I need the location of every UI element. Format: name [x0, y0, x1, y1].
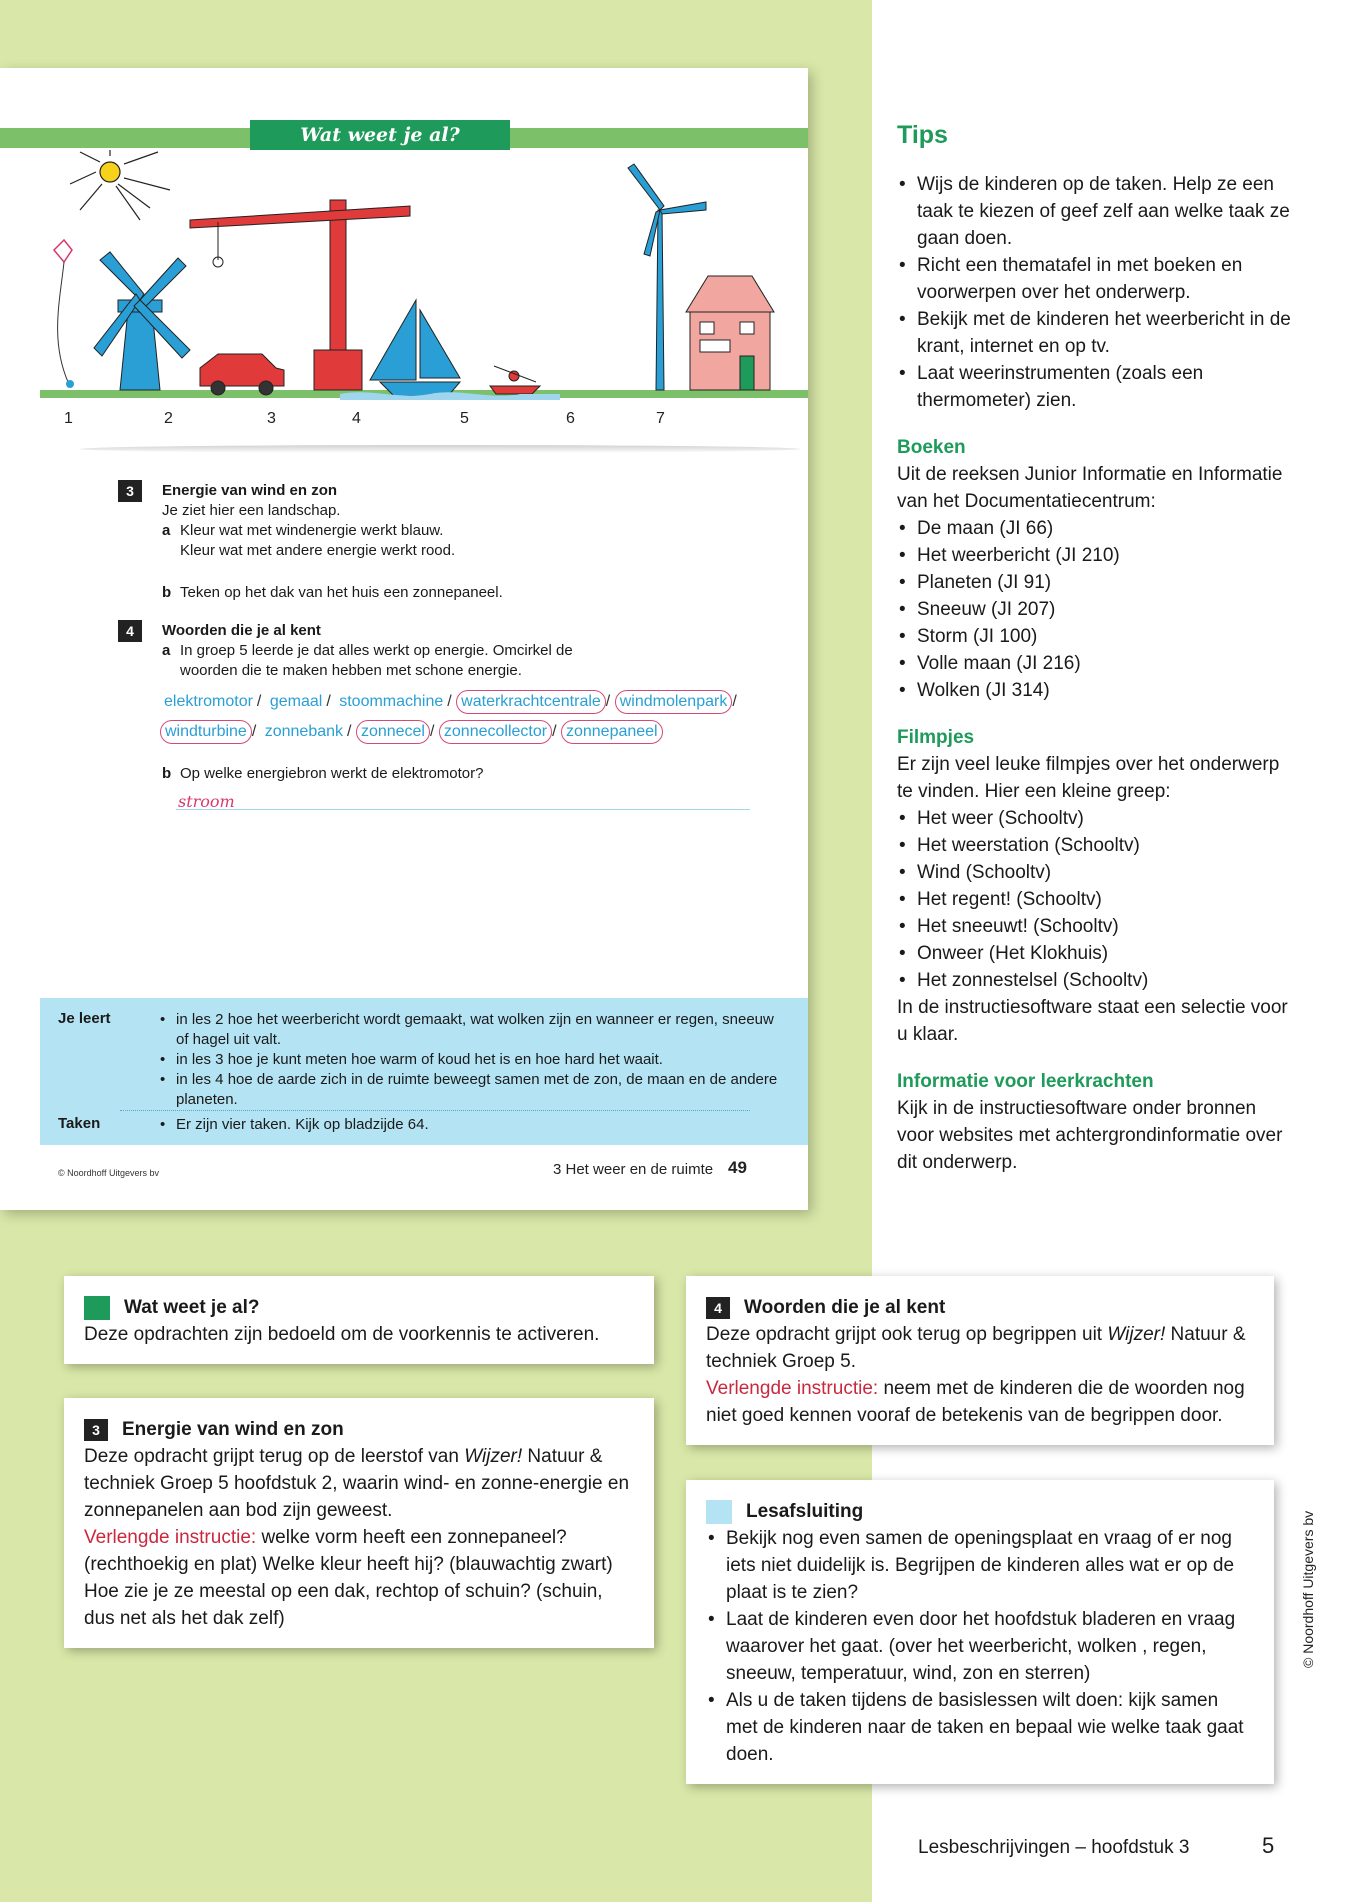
list-item: • Het sneeuwt! (Schooltv)	[897, 913, 1297, 940]
info-divider	[120, 1110, 750, 1111]
exercise-4	[118, 620, 142, 642]
handwritten-answer: stroom	[178, 792, 235, 811]
page-footer: Lesbeschrijvingen – hoofdstuk 3	[918, 1837, 1190, 1858]
taken-list	[160, 1115, 780, 1135]
list-item: • Het weer (Schooltv)	[897, 805, 1297, 832]
illustration-number: 2	[164, 410, 173, 427]
filmpjes-outro: In de instructiesoftware staat een selectie voor u klaar.	[897, 997, 1288, 1045]
illustration-number: 6	[566, 410, 575, 427]
sun-icon	[70, 150, 170, 220]
card-text: Deze opdracht grijpt ook terug op begrippen uit Wijzer! Natuur & techniek Groep 5.	[706, 1324, 1246, 1372]
illustration-number: 7	[656, 410, 665, 427]
card-title: Wat weet je al?	[124, 1297, 260, 1318]
list-item: • Laat weerinstrumenten (zoals een thermometer) zien.	[897, 360, 1297, 414]
question-text: In groep 5 leerde je dat alles werkt op energie. Omcirkel de	[180, 642, 573, 659]
info-leerkrachten-title: Informatie voor leerkrachten	[897, 1071, 1154, 1092]
book-footer-chapter: 3 Het weer en de ruimte	[553, 1161, 714, 1178]
list-item: • Het weerstation (Schooltv)	[897, 832, 1297, 859]
filmpjes-title: Filmpjes	[897, 727, 975, 748]
exercise-number: 4	[706, 1297, 730, 1319]
question-label: a	[162, 522, 171, 539]
card-title: Lesafsluiting	[746, 1501, 864, 1522]
filmpjes-intro: Er zijn veel leuke filmpjes over het onderwerp te vinden. Hier een kleine greep:	[897, 754, 1280, 802]
list-item: • Bekijk nog even samen de openingsplaat en vraag of er nog iets niet duidelijk is. Begrijpen de kinderen alles wat er op de plaat is te zien?	[706, 1525, 1254, 1606]
landscape-illustration	[40, 150, 808, 400]
exercise-number: 3	[84, 1419, 108, 1441]
blue-square-icon	[706, 1500, 732, 1524]
card-verlengde-instructie: Verlengde instructie: neem met de kinderen die de woorden nog niet goed kennen vooraf de betekenis van de begrippen door.	[706, 1378, 1245, 1426]
je-leert-list	[160, 1010, 780, 1110]
card-verlengde-instructie: Verlengde instructie: welke vorm heeft een zonnepaneel? (rechthoekig en plat) Welke kleur heeft hij? (blauwachtig zwart) Hoe zie je ze meestal op een dak, rechtop of schuin? (schuin, dus net als het dak zelf)	[84, 1527, 613, 1629]
list-item: • Wind (Schooltv)	[897, 859, 1297, 886]
list-item: • Richt een thematafel in met boeken en voorwerpen over het onderwerp.	[897, 252, 1297, 306]
boeken-intro: Uit de reeksen Junior Informatie en Informatie van het Documentatiecentrum:	[897, 464, 1283, 512]
card-title: Woorden die je al kent	[744, 1297, 946, 1318]
question-4b	[162, 764, 484, 784]
word-list-row-1: elektromotor / gemaal / stoommachine / waterkrachtcentrale / windmolenpark /	[160, 690, 737, 714]
card-energie	[64, 1398, 654, 1648]
word-circled: waterkrachtcentrale	[456, 690, 606, 714]
list-item: • in les 3 hoe je kunt meten hoe warm of koud het is en hoe hard het waait.	[160, 1050, 780, 1070]
illustration-number: 5	[460, 410, 469, 427]
exercise-intro: Je ziet hier een landschap.	[162, 502, 341, 519]
word-circled: zonnecel	[356, 720, 430, 744]
word: elektromotor	[164, 693, 253, 710]
card-text: Deze opdracht grijpt terug op de leerstof van Wijzer! Natuur & techniek Groep 5 hoofdstuk 2, waarin wind- en zonne-energie en zonnepanelen aan bod zijn geweest.	[84, 1446, 630, 1521]
word-circled: windturbine	[160, 720, 252, 744]
question-text: Kleur wat met andere energie werkt rood.	[180, 542, 456, 559]
banner-title: Wat weet je al?	[250, 120, 510, 150]
answer-line	[176, 809, 750, 810]
list-item: • in les 4 hoe de aarde zich in de ruimte beweegt samen met de zon, de maan en de andere planeten.	[160, 1070, 780, 1110]
word-circled: zonnecollector	[439, 720, 552, 744]
exercise-number: 4	[118, 620, 142, 642]
illustration-number: 1	[64, 410, 73, 427]
boeken-list	[897, 515, 1297, 704]
taken-label: Taken	[58, 1115, 101, 1132]
word: gemaal	[269, 693, 323, 710]
list-item: • Wijs de kinderen op de taken. Help ze een taak te kiezen of geef zelf aan welke taak ze gaan doen.	[897, 171, 1297, 252]
exercise-number: 3	[118, 480, 142, 502]
exercise-title: Woorden die je al kent	[162, 622, 321, 639]
card-woorden	[686, 1276, 1274, 1445]
kayak-icon	[490, 366, 540, 394]
sailboat-icon	[370, 300, 460, 396]
info-leerkrachten-text: Kijk in de instructiesoftware onder bronnen voor websites met achtergrondinformatie over dit onderwerp.	[897, 1098, 1283, 1173]
list-item: • Het zonnestelsel (Schooltv)	[897, 967, 1297, 994]
list-item: • Planeten (JI 91)	[897, 569, 1297, 596]
tips-list	[897, 171, 1297, 414]
card-text: Deze opdrachten zijn bedoeld om de voorkennis te activeren.	[84, 1324, 600, 1345]
list-item: • Storm (JI 100)	[897, 623, 1297, 650]
card-wat-weet-je-al	[64, 1276, 654, 1364]
card-lesafsluiting	[686, 1480, 1274, 1784]
exercise-4-body	[162, 621, 782, 681]
word-circled: windmolenpark	[615, 690, 733, 714]
question-text: Op welke energiebron werkt de elektromotor?	[180, 765, 484, 782]
side-copyright: © Noordhoff Uitgevers bv	[1300, 1510, 1316, 1668]
section-divider	[80, 445, 800, 453]
list-item: • Bekijk met de kinderen het weerbericht in de krant, internet en op tv.	[897, 306, 1297, 360]
house-icon	[686, 276, 774, 390]
info-box	[40, 998, 808, 1145]
tips-column	[897, 122, 1297, 1176]
question-label: b	[162, 584, 172, 601]
question-text: woorden die te maken hebben met schone energie.	[180, 662, 522, 679]
question-text: Kleur wat met windenergie werkt blauw.	[180, 522, 444, 539]
tips-title: Tips	[897, 121, 948, 149]
windmill-icon	[94, 252, 190, 390]
exercise-3	[118, 480, 142, 502]
kite-icon	[54, 240, 74, 388]
book-footer-copyright: © Noordhoff Uitgevers bv	[58, 1168, 160, 1178]
question-text: Teken op het dak van het huis een zonnepaneel.	[180, 584, 503, 601]
word-list-row-2: windturbine / zonnebank / zonnecel / zonnecollector / zonnepaneel	[160, 720, 663, 744]
list-item: • Als u de taken tijdens de basislessen wilt doen: kijk samen met de kinderen naar de taken en bepaal wie welke taak gaat doen.	[706, 1687, 1254, 1768]
word-circled: zonnepaneel	[561, 720, 663, 744]
filmpjes-list	[897, 805, 1297, 994]
list-item: • in les 2 hoe het weerbericht wordt gemaakt, wat wolken zijn en wanneer er regen, sneeuw of hagel uit valt.	[160, 1010, 780, 1050]
word: stoommachine	[339, 693, 444, 710]
exercise-title: Energie van wind en zon	[162, 482, 338, 499]
book-footer-page-number: 49	[728, 1158, 747, 1177]
list-item: • Laat de kinderen even door het hoofdstuk bladeren en vraag waarover het gaat. (over het weerbericht, wolken , regen, sneeuw, temperatuur, wind, zon en sterren)	[706, 1606, 1254, 1687]
list-item: • Het weerbericht (JI 210)	[897, 542, 1297, 569]
list-item: • Sneeuw (JI 207)	[897, 596, 1297, 623]
illustration-number: 4	[352, 410, 361, 427]
question-label: b	[162, 765, 172, 782]
workbook-page	[0, 68, 808, 1210]
question-label: a	[162, 642, 171, 659]
list-item: • Het regent! (Schooltv)	[897, 886, 1297, 913]
list-item: • Onweer (Het Klokhuis)	[897, 940, 1297, 967]
boeken-title: Boeken	[897, 437, 966, 458]
illustration-number: 3	[267, 410, 276, 427]
lesafsluiting-list	[706, 1525, 1254, 1768]
exercise-3-body	[162, 481, 762, 603]
list-item: • De maan (JI 66)	[897, 515, 1297, 542]
card-title: Energie van wind en zon	[122, 1419, 344, 1440]
list-item: • Er zijn vier taken. Kijk op bladzijde 64.	[160, 1115, 780, 1135]
page-number: 5	[1262, 1833, 1275, 1858]
je-leert-label: Je leert	[58, 1010, 111, 1027]
word: zonnebank	[264, 723, 344, 740]
list-item: • Volle maan (JI 216)	[897, 650, 1297, 677]
green-square-icon	[84, 1296, 110, 1320]
list-item: • Wolken (JI 314)	[897, 677, 1297, 704]
car-icon	[200, 354, 284, 395]
